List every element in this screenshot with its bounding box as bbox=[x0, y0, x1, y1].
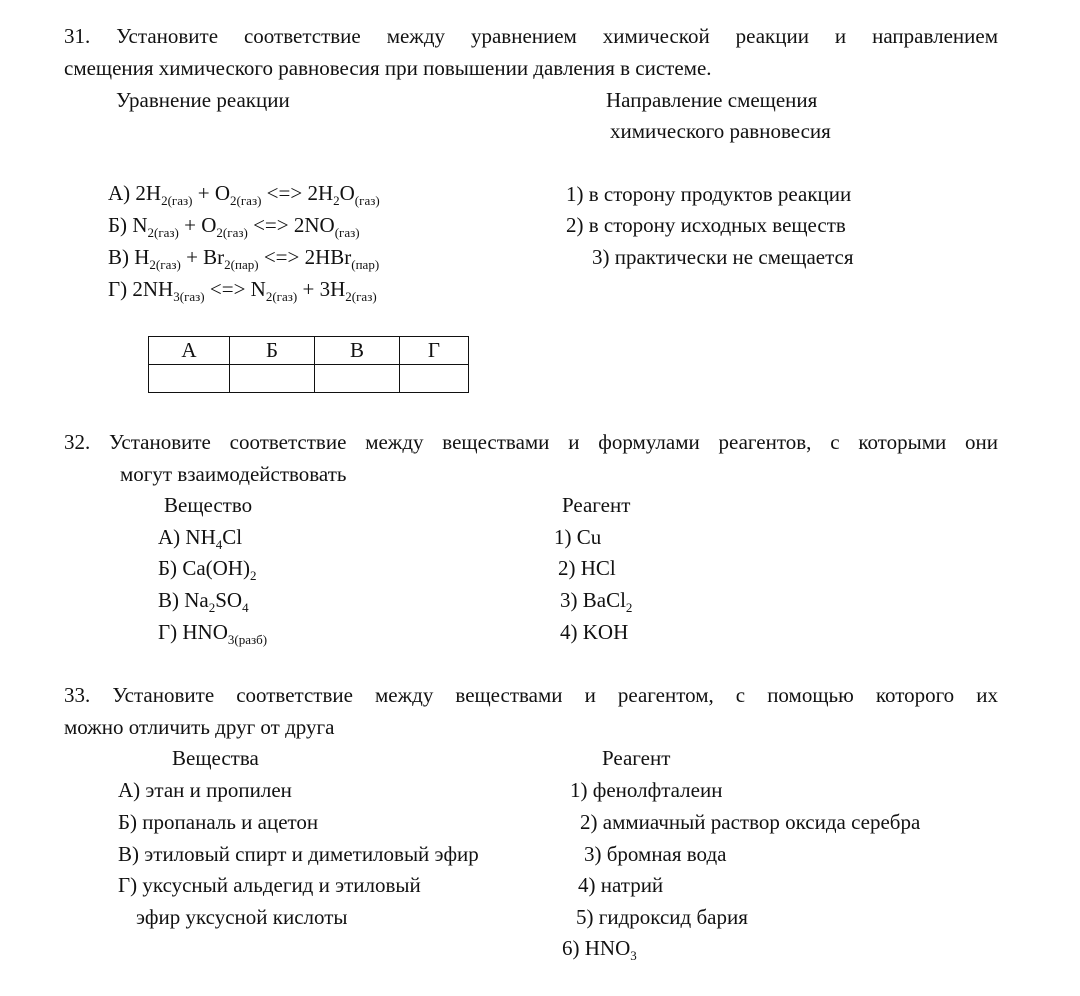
q31-answer-table bbox=[148, 336, 469, 393]
q31-direction: 1) в сторону продуктов реакции bbox=[566, 182, 852, 206]
q31-left-header: Уравнение реакции bbox=[116, 88, 290, 112]
q32-reagent: 3) BaCl$_2$ bbox=[560, 588, 633, 615]
q33-substance: эфир уксусной кислоты bbox=[136, 905, 348, 929]
q33-text-line2: можно отличить друг от друга bbox=[64, 715, 335, 739]
q31-reaction: Г) $2NH_{3(газ)}$ <=> $N_{2(газ)} + 3H_{2(газ)}$ bbox=[108, 277, 377, 304]
q33-reagent: 1) фенолфталеин bbox=[570, 778, 723, 802]
q32-substance: А) $NH_4Cl$ bbox=[158, 525, 243, 552]
q31-right-header-2: химического равновесия bbox=[610, 119, 831, 143]
q33-reagent: 5) гидроксид бария bbox=[576, 905, 748, 929]
q31-reaction: Б) $N_{2(газ)} + O_{2(газ)}$ <=> $2NO_{(газ)}$ bbox=[108, 213, 360, 240]
answer-cell[interactable] bbox=[149, 365, 230, 393]
q33-substance: Б) пропаналь и ацетон bbox=[118, 810, 319, 834]
q31-direction: 3) практически не смещается bbox=[592, 245, 854, 269]
q31-direction: 2) в сторону исходных веществ bbox=[566, 213, 846, 237]
q32-substance: В) $Na_2SO_4$ bbox=[158, 588, 249, 615]
q32-right-header: Реагент bbox=[562, 493, 631, 517]
answer-cell[interactable] bbox=[230, 365, 315, 393]
q32-left-header: Вещество bbox=[164, 493, 253, 517]
q33-right-header: Реагент bbox=[602, 746, 671, 770]
q32-substance: Б) $Ca(OH)_2$ bbox=[158, 556, 257, 583]
answer-table-header: В bbox=[315, 337, 400, 365]
q33-substance: Г) уксусный альдегид и этиловый bbox=[118, 873, 421, 897]
q32-reagent: 1) Cu bbox=[554, 525, 602, 549]
answer-table-header: Г bbox=[400, 337, 469, 365]
q33-text-line1: 33. Установите соответствие между веществами и реагентом, с помощью которого их bbox=[64, 683, 998, 707]
q32-substance: Г) $HNO_{3(разб)}$ bbox=[158, 620, 268, 647]
q31-text-line2: смещения химического равновесия при повышении давления в системе. bbox=[64, 56, 712, 80]
q32-text-line1: 32. Установите соответствие между веществами и формулами реагентов, с которыми они bbox=[64, 430, 998, 454]
q33-reagent: 2) аммиачный раствор оксида серебра bbox=[580, 810, 921, 834]
q33-substance: В) этиловый спирт и диметиловый эфир bbox=[118, 842, 479, 866]
answer-cell[interactable] bbox=[400, 365, 469, 393]
q33-reagent: 4) натрий bbox=[578, 873, 664, 897]
q31-right-header-1: Направление смещения bbox=[606, 88, 818, 112]
q31-text-line1: 31. Установите соответствие между уравнением химической реакции и направлением bbox=[64, 24, 998, 48]
q32-text-line2: могут взаимодействовать bbox=[120, 462, 347, 486]
q31-reaction: А) $2H_{2(газ)} + O_{2(газ)}$ <=> $2H_2O_{(газ)}$ bbox=[108, 181, 380, 208]
answer-table-header: А bbox=[149, 337, 230, 365]
answer-table-header: Б bbox=[230, 337, 315, 365]
q33-substance: А) этан и пропилен bbox=[118, 778, 292, 802]
q32-reagent: 4) KOH bbox=[560, 620, 629, 644]
q32-reagent: 2) HCl bbox=[558, 556, 616, 580]
q31-reaction: В) $H_{2(газ)} + Br_{2(пар)}$ <=> 2HBr$_{(пар)}$ bbox=[108, 245, 380, 272]
q33-reagent: 6) $HNO_3$ bbox=[562, 936, 637, 963]
answer-cell[interactable] bbox=[315, 365, 400, 393]
q33-left-header: Вещества bbox=[172, 746, 259, 770]
q33-reagent: 3) бромная вода bbox=[584, 842, 727, 866]
